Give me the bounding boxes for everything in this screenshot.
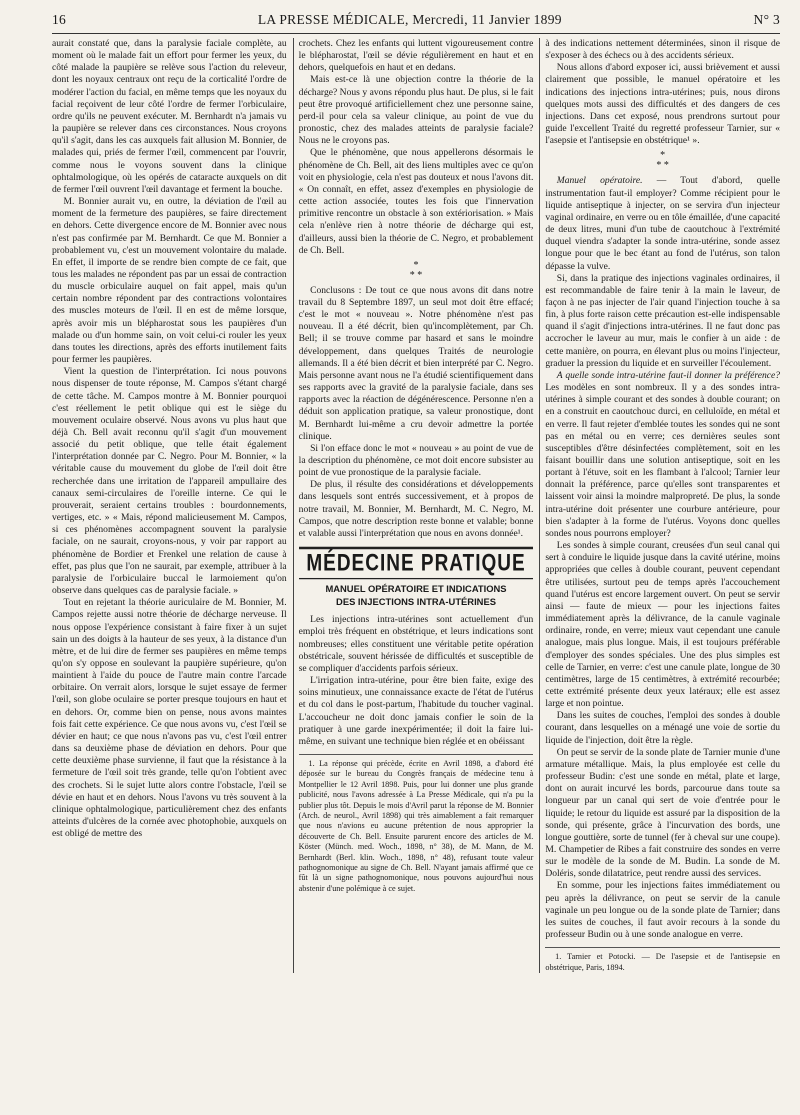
paragraph: Mais est-ce là une objection contre la théorie de la décharge? Nous y avons répondu plus haut. De plus, si le fait peut être provoqué artificiellement chez une personne saine, perd-il pour cela sa valeur clinique, au point de vue du pronostic, chez des malades atteints de paralysie faciale? Nous ne le croyons pas. bbox=[298, 74, 534, 147]
paragraph: On peut se servir de la sonde plate de Tarnier munie d'une armature métallique. Mais, la plus employée est celle du professeur Budin: c'est une sonde en métal, plate et large, dont on aurait incurvé les bords, parcourue dans toute sa longueur par un canal qui sert de voie d'entrée pour le liquide; le retour du liquide est assuré par la disposition de la sonde, qui présente, grâce à l'incurvation des bords, une longue gouttière, sorte de tunnel (fer à cheval sur une coupe). M. Champetier de Ribes a fait construire des sondes en verre sur le modèle de la sonde de M. Budin. La sonde de M. Doléris, sonde dilatatrice, peut rendre aussi des services. bbox=[545, 746, 781, 880]
paragraph: Si l'on efface donc le mot « nouveau » au point de vue de la description du phénomène, ce mot doit encore subsister au point de vue pronostique de la paralysie faciale. bbox=[298, 442, 534, 479]
footnote bbox=[545, 947, 780, 973]
section-separator: * * * bbox=[409, 259, 423, 281]
paragraph: Les sondes à simple courant, creusées d'un seul canal qui sert à conduire le liquide jusque dans la cavité utérine, moins appropriées que celles à double courant, peuvent cependant être utilisées, surtout peu de temps après l'accouchement quand l'utérus est encore largement ouvert. On peut se servir ainsi — faute de mieux — pour les injections faites immédiatement après la délivrance, de la canule vaginale ordinaire, ronde, en verre; mieux vaut cependant une canule analogue, mais plus longue. Mais, il est toujours préférable d'employer des sondes spéciales. Une des plus simples est celle de Tarnier, en verre: c'est une canule plate, longue de 30 centimètres, large de 15 centimètres, à extrémité recourbée; cette extrémité présente deux yeux latéraux; elle est assez large et non pointue. bbox=[545, 540, 781, 710]
paragraph: Que le phénomène, que nous appellerons désormais le phénomène de Ch. Bell, ait des liens multiples avec ce qu'on voit en physiologie, cela n'est pas douteux et nous l'avons dit. « On connaît, en effet, assez d'exemples en physiologie de cette action associée, toutes les fois que l'innervation primitive rencontre un obstacle à son extériorisation. » Mais cela n'enlève rien à notre théorie de décharge qui est, d'ailleurs, aussi bien la théorie de C. Negro, et probablement de Ch. Bell. bbox=[298, 147, 534, 256]
column-2 bbox=[293, 38, 534, 973]
paragraph: En somme, pour les injections faites immédiatement ou peu après la délivrance, on peut se servir de la canule vaginale un peu longue ou de la sonde plate de Tarnier; dans les suites de couches, il faut avoir recours à la sonde du professeur Budin ou à une sonde analogue en verre. bbox=[545, 880, 781, 941]
paragraph: Vient la question de l'interprétation. Ici nous pouvons nous dispenser de toute réponse, M. Campos s'étant chargé de cette tâche. M. Campos montre à M. Bonnier pourquoi c'est réellement le petit oblique qui est le siège du mouvement oculaire observé. Nous avons vu plus haut que déjà Ch. Bell avait reconnu qu'il s'agit d'un mouvement associé du petit oblique, que telle était également l'interprétation donnée par C. Negro. Pour M. Bonnier, « la véritable cause du mouvement du globe de l'œil doit être recherchée dans une irritation de l'appareil ampullaire des canaux semi-circulaires de l'oreille interne. Ce qui le prouverait, seraient certains troubles : bourdonnements, vertiges, etc. » « Mais, répond malicieusement M. Campos, si ces phénomènes accompagnent souvent la paralysie faciale, on ne saurait, croyons-nous, y voir par rapport au phénomène de Bordier et Frenkel une relation de cause à effet, pas plus que l'on ne saurait, par exemple, attribuer à la paralysie de l'orbiculaire buccal le larmoiement qu'on observe dans quelques cas de paralysie faciale. » bbox=[52, 366, 287, 597]
paragraph-text: Tout d'abord, quelle instrumentation faut-il employer? Comme récipient pour le liquide antiseptique à injecter, on se servira d'un injecteur vaginal ordinaire, en verre ou en tôle émaillée, d'une capacité de deux litres, muni d'un tube de caoutchouc à l'extrémité duquel viendra s'adapter la sonde intra-utérine, sonde assez longue pour que le bec étant au fond de l'utérus, son talon dépasse la vulve. bbox=[545, 175, 781, 272]
paragraph: aurait constaté que, dans la paralysie faciale complète, au moment où le malade fait un effort pour fermer les yeux, du côté malade la paupière se relève sous l'action du releveur, dont les noyaux centraux ont reçu de la corticalité l'ordre de modérer l'action du facial, en même temps que les noyaux du facial reçoivent de leur côté l'ordre de fermer l'orbiculaire, ordre qu'ils ne peuvent exécuter. M. Bernhardt n'a jamais vu la paupière se relever dans ces circonstances. Nous croyons qu'il s'agit, dans les cas auxquels fait allusion M. Bonnier, de malades qui, priés de fermer l'œil, commencent par l'ouvrir, comme nous le voyons souvent dans la clinique ophtalmologique, où les opérés de cataracte auxquels on dit de fermer l'œil ouvrent l'œil davantage et ferment la bouche. bbox=[52, 38, 287, 195]
paragraph: Les injections intra-utérines sont actuellement d'un emploi très fréquent en obstétrique, et leurs indications sont nombreuses; elles constituent une véritable petite opération obstétricale, souvent hérissée de difficultés et susceptible de se compliquer d'accidents parfois sérieux. bbox=[298, 614, 534, 674]
section-title: MÉDECINE PRATIQUE bbox=[299, 547, 534, 580]
section-separator: * * * bbox=[656, 150, 669, 172]
paragraph: Manuel opératoire. — Tout d'abord, quelle instrumentation faut-il employer? Comme récipient pour le liquide antiseptique à injecter, on se servira d'un injecteur vaginal ordinaire, en verre ou en tôle émaillée, d'une capacité de deux litres, muni d'un tube de caoutchouc à l'extrémité duquel viendra s'adapter la sonde intra-utérine, sonde assez longue pour que le bec étant au fond de l'utérus, son talon dépasse la vulve. bbox=[545, 175, 781, 272]
paragraph: crochets. Chez les enfants qui luttent vigoureusement contre le blépharostat, l'œil se dévie régulièrement en haut et en dehors, quelquefois en haut et en dedans. bbox=[298, 38, 534, 74]
paragraph: L'irrigation intra-utérine, pour être bien faite, exige des soins minutieux, une connaissance exacte de l'état de l'utérus et du col dans le post-partum, l'habitude du toucher vaginal. L'accoucheur ne doit donc jamais confier le soin de la pratiquer à une garde inexpérimentée; il doit la faire lui-même, en suivant une technique bien réglée et en obéissant bbox=[298, 675, 534, 747]
paragraph: Nous allons d'abord exposer ici, aussi brièvement et aussi clairement que possible, le manuel opératoire et les indications des injections intra-utérines; puis, nous dirons quelques mots aussi des difficultés et des dangers de ces injections. Dans cet exposé, nous prendrons surtout pour guide l'excellent Traité du regretté professeur Tarnier, sur « l'asepsie et l'antisepsie en obstétrique¹ ». bbox=[545, 62, 781, 147]
column-3 bbox=[539, 38, 780, 973]
paragraph-text: Les modèles en sont nombreux. Il y a des sondes intra-utérines à simple courant et des sondes à double courant; on en a construit en caoutchouc durci, en celluloïde, en métal et en verre. Il faut rejeter d'emblée toutes les sondes qui ne sont pas en métal ou en verre; ces dernières seules sont susceptibles d'être désinfectées complètement, soit en les faisant bouillir dans une solution antiseptique, soit en les portant à l'étuve, soit en les flambant à l'alcool; Tarnier leur donnait la préférence, parce qu'elles sont transparentes et laissent voir ainsi la moindre malpropreté. De plus, la sonde intra-utérine doit présenter une courbure antérieure, pour bien s'adapter à la forme de l'utérus. Voyons donc quelles sondes nous pourrons employer? bbox=[545, 382, 781, 539]
page-number: 16 bbox=[52, 12, 67, 27]
paragraph bbox=[545, 370, 780, 540]
subheading: Manuel opératoire. bbox=[556, 175, 643, 187]
paragraph: De plus, il résulte des considérations et développements dans lesquels sont entrés successivement, et à propos de notre travail, M. Bonnier, M. Bernhardt, M. C. Negro, M. Campos, que notre description reste bonne et valable; bonne et valable aussi l'interprétation que nous en avons donnée¹. bbox=[298, 479, 534, 539]
subheading-question: A quelle sonde intra-utérine faut-il donner la préférence? bbox=[556, 369, 781, 381]
paragraph: Tout en rejetant la théorie auriculaire de M. Bonnier, M. Campos rejette aussi notre théorie de décharge nerveuse. Il nous oppose l'expérience consistant à faire fixer à un sujet sain un des doigts à la hauteur de ses yeux, à la distance d'un mètre, et de lui dire de fermer ses paupières en même temps qu'on s'y oppose en soulevant la paupière supérieure, qu'on maintient à l'aide du pouce de l'autre main contre l'arcade orbitaire. On verrait alors, lorsque le sujet essaye de fermer l'œil, son globe oculaire se porter presque toujours en haut et en dehors. Or, comme bien on pense, nous avons maintes fois fait cette expérience. Ce que nous avons vu, c'est l'œil se dévier en haut; ce que nous n'avons pas vu, c'est l'œil entrer dans sa deuxième phase de déviation en dehors. Pour que cette deuxième phase survienne, il faut que la résistance à la fermeture de l'œil soit très grande, telle qu'on l'obtient avec des crochets. Si le sujet lutte alors contre l'obstacle, l'œil se dévie en haut et en dehors. Nous l'avons vu très souvent à la clinique ophtalmologique, particulièrement chez des enfants atteints d'ulcères de la cornée avec photophobie, auxquels on est obligé de mettre des bbox=[52, 597, 287, 840]
column-1 bbox=[52, 38, 287, 973]
issue-number: N° 3 bbox=[753, 12, 780, 27]
journal-title: LA PRESSE MÉDICALE, Mercredi, 11 Janvier 1899 bbox=[257, 12, 562, 27]
paragraph: à des indications nettement déterminées, sinon il risque de s'exposer à des échecs ou à des accidents sérieux. bbox=[545, 38, 781, 62]
paragraph: M. Bonnier aurait vu, en outre, la déviation de l'œil au moment de la fermeture des paupières, se faire directement en dehors. Cette divergence encore de M. Bonnier avec nous n'est pas confirmée par M. Bernhardt. Ce que M. Bonnier a probablement vu, c'est un mouvement volontaire du malade. En effet, il importe de se rendre bien compte de ce fait, que tous les malades ne répondent pas par un essai de contraction du muscle orbiculaire auquel on fait appel, mais qu'un certain nombre répondent par des contractions volontaires des muscles moteurs de l'œil. Il en est de même lorsque, après avoir mis un blépharostat sous les paupières d'un malade ou d'un homme sain, on voit celui-ci rouler les yeux dans toutes les directions, après des efforts inutilement faits pour fermer les paupières. bbox=[52, 196, 287, 366]
paragraph: Si, dans la pratique des injections vaginales ordinaires, il est recommandable de faire tenir à la main le laveur, de façon à ne pas injecter de l'air quand l'injection touche à sa fin, à plus forte raison cette précaution est-elle indispensable quand il s'agit d'injections intra-utérines. Il ne faut donc pas accrocher le laveur au mur, mais le confier à un aide : de cette manière, on pourra, en élevant plus ou moins l'injecteur, graduer la pression du liquide et en surveiller l'écoulement. bbox=[545, 272, 781, 369]
columns bbox=[52, 38, 780, 973]
footnote bbox=[299, 754, 534, 894]
article-title bbox=[299, 582, 534, 608]
article-title-line-1: MANUEL OPÉRATOIRE ET INDICATIONS bbox=[325, 583, 507, 595]
footnote-text: 1. Tarnier et Potocki. — De l'asepsie et de l'antisepsie en obstétrique, Paris, 1894. bbox=[545, 952, 781, 972]
article-title-line-2: DES INJECTIONS INTRA-UTÉRINES bbox=[336, 596, 496, 608]
page-header bbox=[52, 12, 780, 34]
paragraph: Conclusons : De tout ce que nous avons dit dans notre travail du 8 Septembre 1897, un seul mot doit être effacé; c'est le mot « nouveau ». Notre phénomène n'est pas nouveau. Il a été décrit, bien qu'incomplètement, par Ch. Bell; il se trouve comme par hasard et sans le moindre développement, dans quelques Traités de neurologie allemands. Il a été bien décrit et bien interprété par C. Negro. Mais personne avant nous ne l'a étudié scientifiquement dans ses rapports avec la gravité de la paralysie faciale, dans ses rapports avec la réaction de dégénérescence. Personne n'en a déduit son application pratique, sa valeur pronostique, dont M. Bernhardt lui-même a cru devoir admettre la portée clinique. bbox=[298, 284, 534, 442]
paragraph: Dans les suites de couches, l'emploi des sondes à double courant, dans lesquelles on a ménagé une voie de sortie du liquide de l'injection, doit être la règle. bbox=[545, 710, 781, 746]
footnote-text: 1. La réponse qui précède, écrite en Avril 1898, a d'abord été déposée sur le bureau du Congrès français de médecine tenu à Montpellier le 12 Avril 1898. Puis, pour lui donner une plus grande publicité, nous l'avons adressée à La Presse Médicale, qui n'a pu la publier plus tôt. Depuis le mois d'Avril parut la réponse de M. Bonnier (Arch. de neurol., Avril 1898) qui très aimablement a fait remarquer que nous n'avions eu aucune prétention de nous approprier la découverte de Ch. Bell. Ensuite parurent encore des articles de M. Köster (Münch. med. Woch., 1898, n° 38), de M. Mann, de M. Bernhardt (Berl. klin. Woch., 1898, n° 48), refusant toute valeur pathognomonique au signe de Ch. Bell. N'ayant jamais affirmé que ce fût là un signe pathognomonique, nous pouvons aujourd'hui nous abstenir d'une polémique à ce sujet. bbox=[298, 758, 534, 893]
